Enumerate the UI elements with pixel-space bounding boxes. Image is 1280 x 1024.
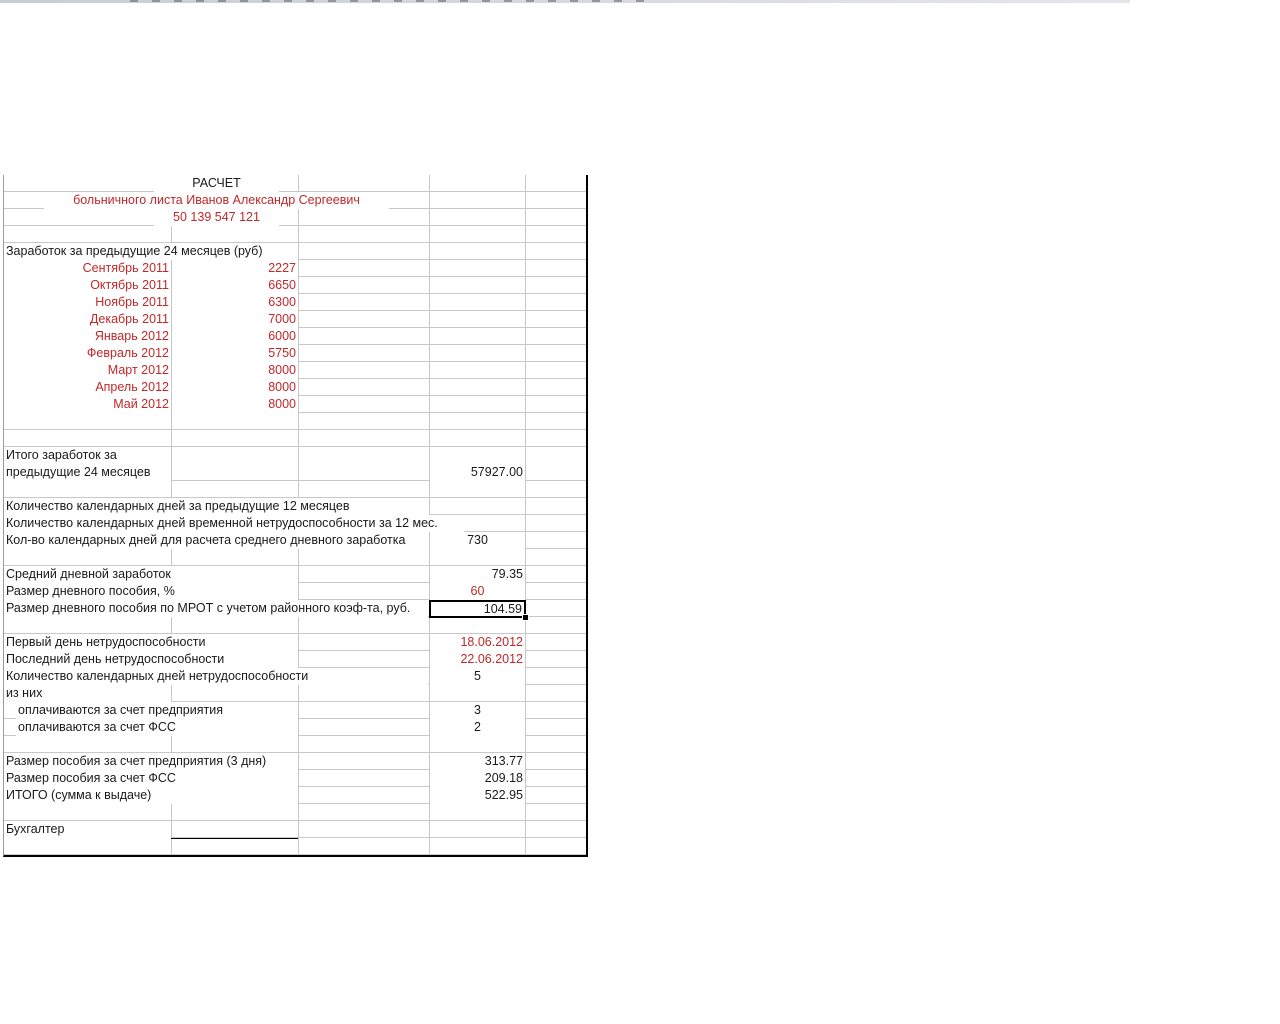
- amount-cell[interactable]: 5750: [172, 345, 298, 362]
- grid-row: [4, 617, 586, 634]
- calc-days-label: Кол-во календарных дней для расчета среднего дневного заработка: [4, 532, 429, 549]
- month-cell[interactable]: Апрель 2012: [4, 379, 171, 396]
- amount-cell[interactable]: 8000: [172, 396, 298, 413]
- total-payout-value[interactable]: 522.95: [430, 787, 525, 804]
- grid-row: [4, 226, 586, 243]
- avg-daily-label: Средний дневной заработок: [4, 566, 298, 583]
- month-cell[interactable]: Ноябрь 2011: [4, 294, 171, 311]
- month-cell[interactable]: Май 2012: [4, 396, 171, 413]
- fss-days-label: оплачиваются за счет ФСС: [16, 719, 298, 736]
- month-cell[interactable]: Сентябрь 2011: [4, 260, 171, 277]
- of-them-label: из них: [4, 685, 171, 702]
- toolbar-remnant: [130, 0, 650, 2]
- id-number: 50 139 547 121: [154, 209, 279, 226]
- employer-payout-value[interactable]: 313.77: [430, 753, 525, 770]
- sheet-title: РАСЧЕТ: [154, 175, 279, 192]
- mrot-label: Размер дневного пособия по МРОТ с учетом районного коэф-та, руб.: [4, 600, 428, 617]
- month-cell[interactable]: Февраль 2012: [4, 345, 171, 362]
- fill-handle[interactable]: [522, 614, 529, 621]
- grid-row: [4, 413, 586, 430]
- employer-days-value[interactable]: 3: [430, 702, 525, 719]
- selected-cell-mrot-value[interactable]: 104.59: [429, 600, 526, 618]
- amount-cell[interactable]: 6300: [172, 294, 298, 311]
- total-earnings-label-line2: предыдущие 24 месяцев: [4, 464, 171, 481]
- calc-days-value[interactable]: 730: [430, 532, 525, 549]
- grid-row: [4, 175, 586, 192]
- disability-days-label: Количество календарных дней временной нетрудоспособности за 12 мес.: [4, 515, 464, 532]
- fss-payout-label: Размер пособия за счет ФСС: [4, 770, 298, 787]
- amount-cell[interactable]: 2227: [172, 260, 298, 277]
- last-day-value[interactable]: 22.06.2012: [430, 651, 525, 668]
- month-cell[interactable]: Октябрь 2011: [4, 277, 171, 294]
- spreadsheet-grid[interactable]: [3, 175, 588, 857]
- grid-row: [4, 804, 586, 821]
- first-day-value[interactable]: 18.06.2012: [430, 634, 525, 651]
- grid-row: [4, 209, 586, 226]
- grid-row: [4, 838, 586, 855]
- employer-days-label: оплачиваются за счет предприятия: [16, 702, 298, 719]
- earnings-heading: Заработок за предыдущие 24 месяцев (руб): [4, 243, 298, 260]
- calendar-days-label: Количество календарных дней за предыдущие 12 месяцев: [4, 498, 429, 515]
- fss-days-value[interactable]: 2: [430, 719, 525, 736]
- grid-row: [4, 736, 586, 753]
- avg-daily-value[interactable]: 79.35: [430, 566, 525, 583]
- total-earnings-label-line1: Итого заработок за: [4, 447, 171, 464]
- amount-cell[interactable]: 8000: [172, 379, 298, 396]
- employer-payout-label: Размер пособия за счет предприятия (3 дня): [4, 753, 298, 770]
- accountant-label: Бухгалтер: [4, 821, 171, 838]
- month-cell[interactable]: Март 2012: [4, 362, 171, 379]
- fss-payout-value[interactable]: 209.18: [430, 770, 525, 787]
- grid-row: [4, 430, 586, 447]
- amount-cell[interactable]: 7000: [172, 311, 298, 328]
- total-earnings-value[interactable]: 57927.00: [430, 464, 525, 481]
- grid-row: [4, 549, 586, 566]
- month-cell[interactable]: Январь 2012: [4, 328, 171, 345]
- amount-cell[interactable]: 6650: [172, 277, 298, 294]
- total-payout-label: ИТОГО (сумма к выдаче): [4, 787, 298, 804]
- amount-cell[interactable]: 8000: [172, 362, 298, 379]
- total-days-value[interactable]: 5: [430, 668, 525, 685]
- column-line: [525, 175, 526, 855]
- total-days-label: Количество календарных дней нетрудоспособности: [4, 668, 428, 685]
- amount-cell[interactable]: 6000: [172, 328, 298, 345]
- percent-label: Размер дневного пособия, %: [4, 583, 298, 600]
- last-day-label: Последний день нетрудоспособности: [4, 651, 298, 668]
- grid-row: [4, 481, 586, 498]
- percent-value[interactable]: 60: [430, 583, 525, 600]
- signature-line: [171, 838, 298, 839]
- first-day-label: Первый день нетрудоспособности: [4, 634, 298, 651]
- month-cell[interactable]: Декабрь 2011: [4, 311, 171, 328]
- sheet-subtitle: больничного листа Иванов Александр Сергеевич: [44, 192, 389, 209]
